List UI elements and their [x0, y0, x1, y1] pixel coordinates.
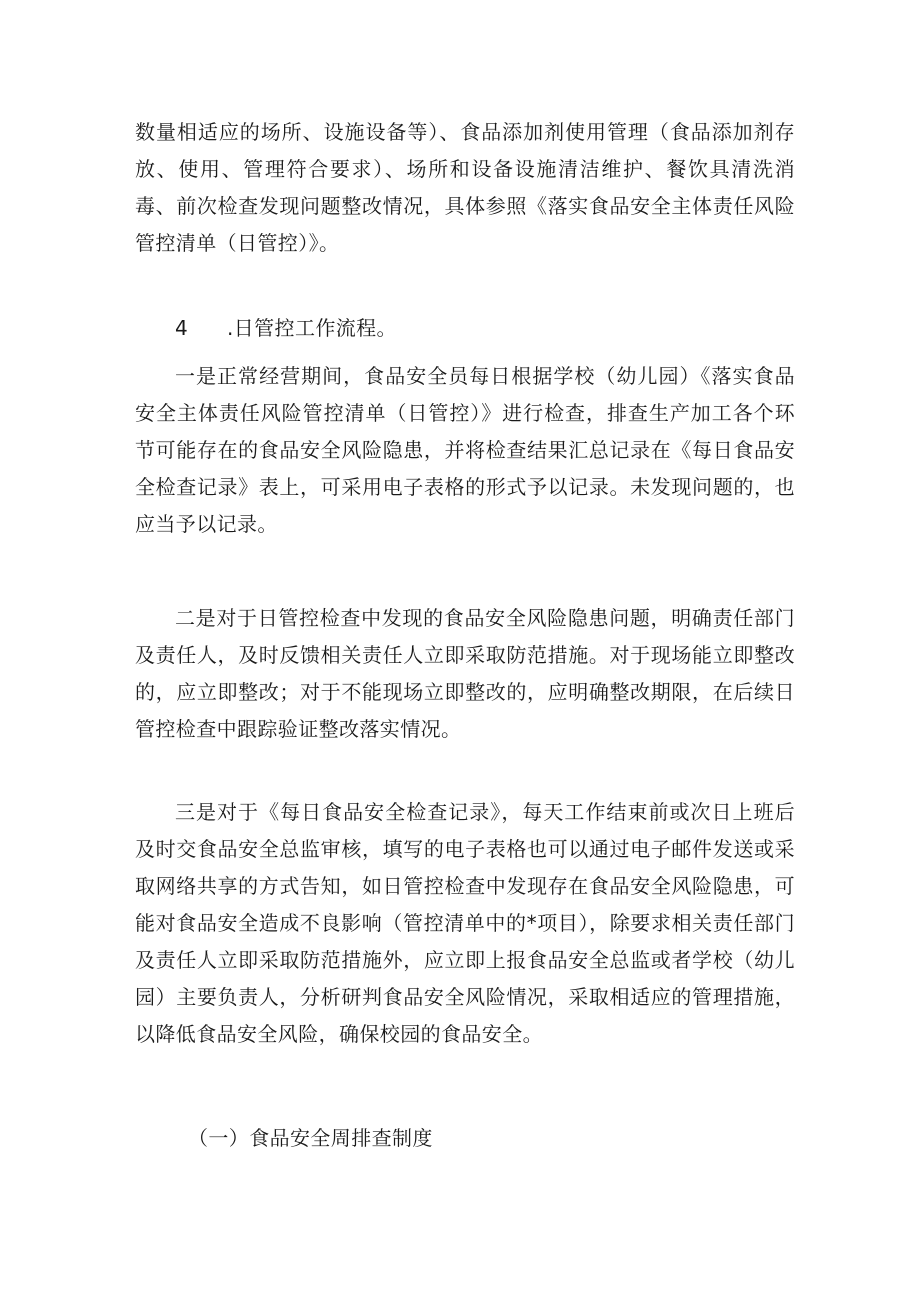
subheading-weekly-inspection: （一）食品安全周排查制度	[188, 1126, 433, 1150]
paragraph-one: 一是正常经营期间，食品安全员每日根据学校（幼儿园）《落实食品安全主体责任风险管控清单（日管控）》进行检查，排查生产加工各个环节可能存在的食品安全风险隐患，并将检查结果汇总记录在《每日食品安全检查记录》表上，可采用电子表格的形式予以记录。未发现问题的，也应当予以记录。	[135, 364, 795, 536]
paragraph-two: 二是对于日管控检查中发现的食品安全风险隐患问题，明确责任部门及责任人，及时反馈相关责任人立即采取防范措施。对于现场能立即整改的，应立即整改；对于不能现场立即整改的，应明确整改期限，在后续日管控检查中跟踪验证整改落实情况。	[135, 606, 795, 741]
paragraph-continued: 数量相适应的场所、设施设备等）、食品添加剂使用管理（食品添加剂存放、使用、管理符合要求）、场所和设备设施清洁维护、餐饮具清洗消毒、前次检查发现问题整改情况，具体参照《落实食品安全主体责任风险管控清单（日管控）》。	[135, 120, 795, 255]
section-number: 4	[175, 316, 189, 340]
paragraph-three: 三是对于《每日食品安全检查记录》，每天工作结束前或次日上班后及时交食品安全总监审核，填写的电子表格也可以通过电子邮件发送或采取网络共享的方式告知，如日管控检查中发现存在食品安全风险隐患，可能对食品安全造成不良影响（管控清单中的*项目），除要求相关责任部门及责任人立即采取防范措施外，应立即上报食品安全总监或者学校（幼儿园）主要负责人，分析研判食品安全风险情况，采取相适应的管理措施，以降低食品安全风险，确保校园的食品安全。	[135, 800, 795, 1046]
section-title: .日管控工作流程。	[227, 316, 397, 340]
section-heading-4	[175, 310, 795, 347]
